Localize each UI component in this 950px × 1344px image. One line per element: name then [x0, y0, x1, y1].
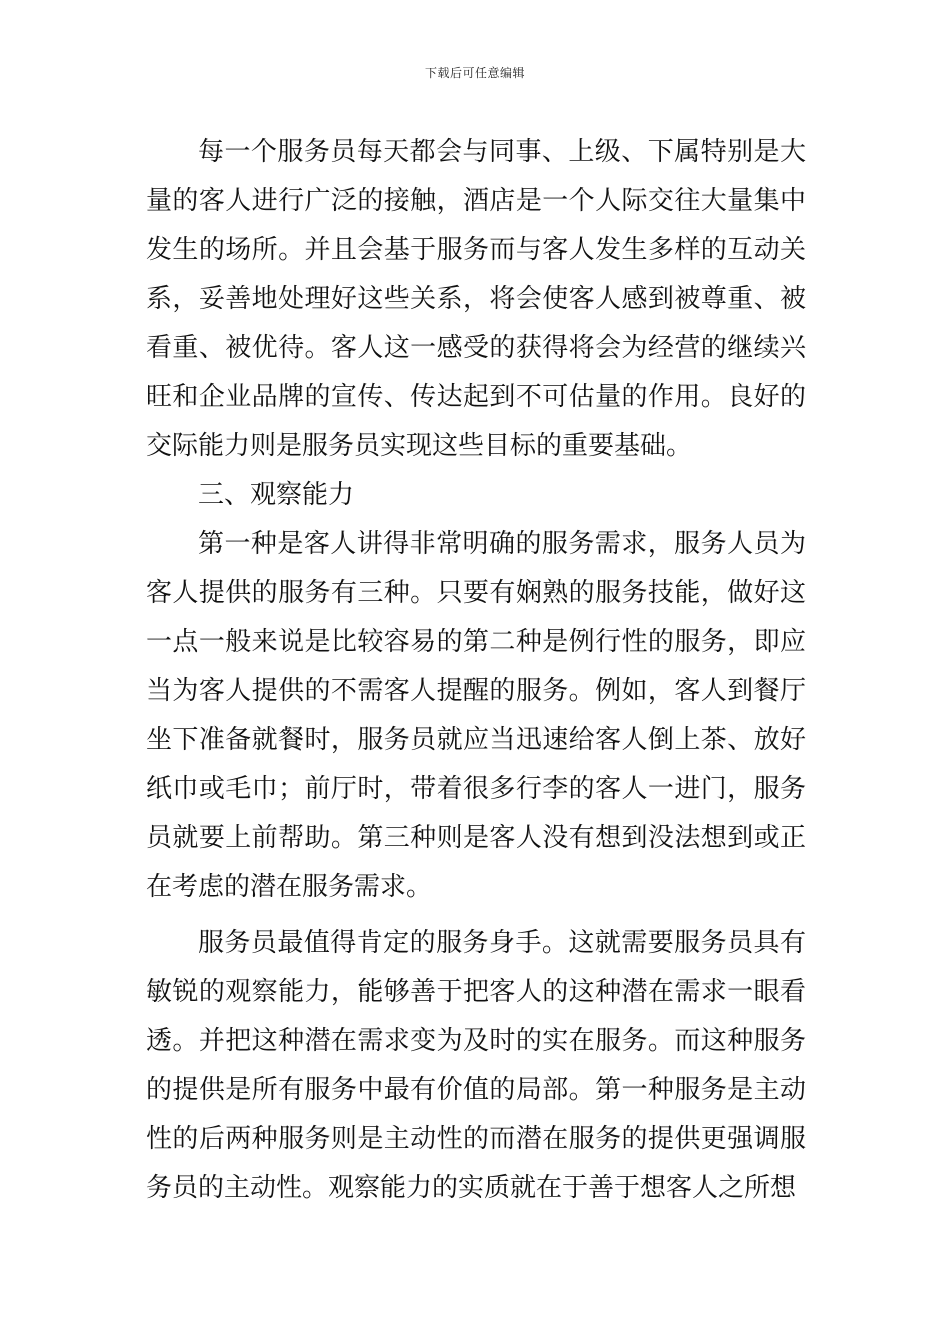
- document-body: [146, 128, 806, 1213]
- paragraph-observation-ability: 服务员最值得肯定的服务身手。这就需要服务员具有敏锐的观察能力，能够善于把客人的这种潜在需求一眼看透。并把这种潜在需求变为及时的实在服务。而这种服务的提供是所有服务中最有价值的局部。第一种服务是主动性的后两种服务则是主动性的而潜在服务的提供更强调服务员的主动性。观察能力的实质就在于善于想客人之所想: [146, 928, 806, 1203]
- section-heading-observation: 三、观察能力: [198, 480, 355, 510]
- paragraph-service-types: 第一种是客人讲得非常明确的服务需求，服务人员为客人提供的服务有三种。只要有娴熟的服务技能，做好这一点一般来说是比较容易的第二种是例行性的服务，即应当为客人提供的不需客人提醒的服务。例如，客人到餐厅坐下准备就餐时，服务员就应当迅速给客人倒上茶、放好纸巾或毛巾；前厅时，带着很多行李的客人一进门，服务员就要上前帮助。第三种则是客人没有想到没法想到或正在考虑的潜在服务需求。: [146, 529, 806, 902]
- header-note: 下载后可任意编辑: [424, 66, 525, 80]
- paragraph-interpersonal-skills: 每一个服务员每天都会与同事、上级、下属特别是大量的客人进行广泛的接触，酒店是一个人际交往大量集中发生的场所。并且会基于服务而与客人发生多样的互动关系，妥善地处理好这些关系，将会使客人感到被尊重、被看重、被优待。客人这一感受的获得将会为经营的继续兴旺和企业品牌的宣传、传达起到不可估量的作用。良好的交际能力则是服务员实现这些目标的重要基础。: [146, 137, 806, 461]
